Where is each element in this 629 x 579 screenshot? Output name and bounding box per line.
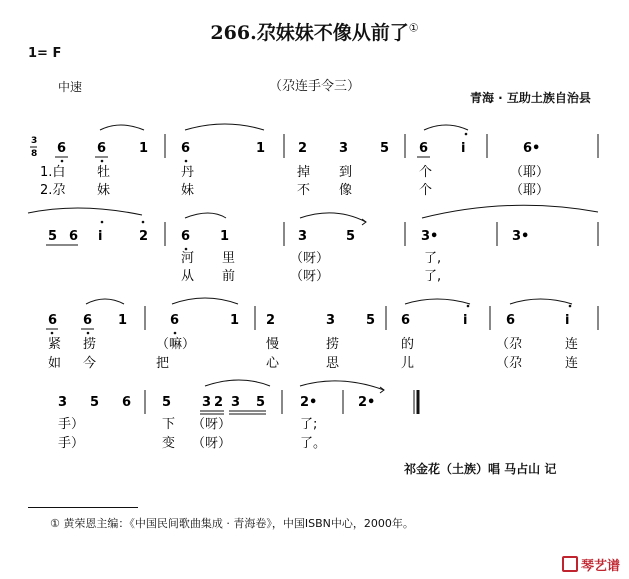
note: 2: [139, 229, 149, 244]
note: 6: [48, 313, 58, 328]
footnote: ① 黄荣恩主编：《中国民间歌曲集成 · 青海卷》，中国ISBN中心，2000年。: [50, 517, 414, 530]
score-row-1: [30, 124, 598, 198]
note: 6: [83, 313, 93, 328]
lyric: 心: [266, 356, 280, 371]
site-logo: 琴艺谱: [562, 555, 620, 574]
lyric: 变: [162, 436, 176, 451]
song-subtitle: （尕连手令三）: [268, 79, 360, 94]
lyric: 手）: [58, 417, 85, 432]
lyric: 慢: [266, 337, 280, 352]
lyric: 从: [181, 269, 195, 284]
note: i: [463, 313, 468, 328]
lyric: 不: [297, 183, 311, 198]
note: 1: [256, 141, 266, 156]
footnote-divider: [28, 507, 138, 508]
note: 6: [181, 229, 191, 244]
lyric: 2.尕: [40, 183, 66, 198]
lyric: 丹: [181, 165, 195, 180]
lyric: 像: [339, 183, 353, 198]
lyric: 1.白: [40, 165, 66, 180]
lyric: 紧: [48, 337, 62, 352]
note: i: [461, 141, 466, 156]
note: 3•: [421, 229, 439, 244]
song-region: 青海 · 互助土族自治县: [470, 91, 591, 105]
note: 6: [57, 141, 67, 156]
note: 6: [122, 395, 132, 410]
lyric: 连: [565, 356, 579, 371]
note: 3: [339, 141, 349, 156]
lyric: 前: [222, 269, 236, 284]
score-row-4: [58, 380, 418, 451]
lyric: 妹: [181, 183, 195, 198]
title-footnote-mark: ①: [408, 21, 419, 35]
lyric: 手）: [58, 436, 85, 451]
note: 2•: [358, 395, 376, 410]
time-signature-top: 3: [31, 136, 38, 146]
note: 5: [162, 395, 172, 410]
note: 6: [419, 141, 429, 156]
lyric: （嘛）: [156, 337, 196, 352]
lyric: 儿: [401, 356, 415, 371]
note: 2: [298, 141, 308, 156]
note: 3: [326, 313, 336, 328]
note: 6: [401, 313, 411, 328]
lyric: 下: [162, 417, 176, 432]
lyric: 里: [222, 251, 236, 266]
note: 6: [97, 141, 107, 156]
lyric: 掉: [297, 165, 311, 180]
lyric: （呀）: [192, 436, 232, 451]
lyric: （呀）: [192, 417, 232, 432]
lyric: （尕: [496, 337, 523, 352]
lyric: 了,: [424, 269, 442, 284]
note: 2•: [300, 395, 318, 410]
note: 5: [346, 229, 356, 244]
logo-icon: [562, 556, 578, 572]
note: 5: [48, 229, 58, 244]
lyric: 了。: [300, 436, 327, 451]
score-row-3: [46, 298, 598, 371]
note: 5: [380, 141, 390, 156]
note: 1: [220, 229, 230, 244]
note: 5: [366, 313, 376, 328]
note: 6: [506, 313, 516, 328]
performer-credit: 祁金花（土族）唱 马占山 记: [404, 462, 557, 476]
lyric: 牡: [97, 165, 111, 180]
song-title: 266.尕妹妹不像从前了①: [210, 21, 419, 44]
note: i: [98, 229, 103, 244]
lyric: 捞: [326, 337, 340, 352]
note: 5: [256, 395, 266, 410]
lyric: 的: [401, 337, 415, 352]
score-row-2: [28, 205, 598, 284]
note: 1: [118, 313, 128, 328]
lyric: （尕: [496, 356, 523, 371]
time-signature-bottom: 8: [31, 149, 38, 159]
note: 6: [170, 313, 180, 328]
note: 6•: [523, 141, 541, 156]
note: 3: [298, 229, 308, 244]
lyric: 今: [83, 356, 97, 371]
lyric: 了;: [300, 417, 318, 432]
lyric: （耶）: [510, 183, 550, 198]
lyric: 思: [326, 356, 340, 371]
note: 3: [58, 395, 68, 410]
lyric: 到: [339, 165, 353, 180]
lyric: 了,: [424, 251, 442, 266]
note: i: [565, 313, 570, 328]
lyric: 捞: [83, 337, 97, 352]
lyric: 个: [419, 165, 433, 180]
lyric: 妹: [97, 183, 111, 198]
note: 1: [139, 141, 149, 156]
note: 3: [202, 395, 212, 410]
lyric: 如: [48, 356, 62, 371]
lyric: （呀）: [290, 269, 330, 284]
lyric: 连: [565, 337, 579, 352]
lyric: 河: [181, 251, 195, 266]
lyric: 把: [156, 356, 170, 371]
note: 5: [90, 395, 100, 410]
note: 6: [69, 229, 79, 244]
note: 3•: [512, 229, 530, 244]
note: 1: [230, 313, 240, 328]
note: 2: [214, 395, 224, 410]
tempo-marking: 中速: [58, 80, 83, 94]
note: 2: [266, 313, 276, 328]
note: 3: [231, 395, 241, 410]
lyric: 个: [419, 183, 433, 198]
lyric: （呀）: [290, 251, 330, 266]
note: 6: [181, 141, 191, 156]
lyric: （耶）: [510, 165, 550, 180]
key-signature: 1= F: [28, 46, 62, 61]
